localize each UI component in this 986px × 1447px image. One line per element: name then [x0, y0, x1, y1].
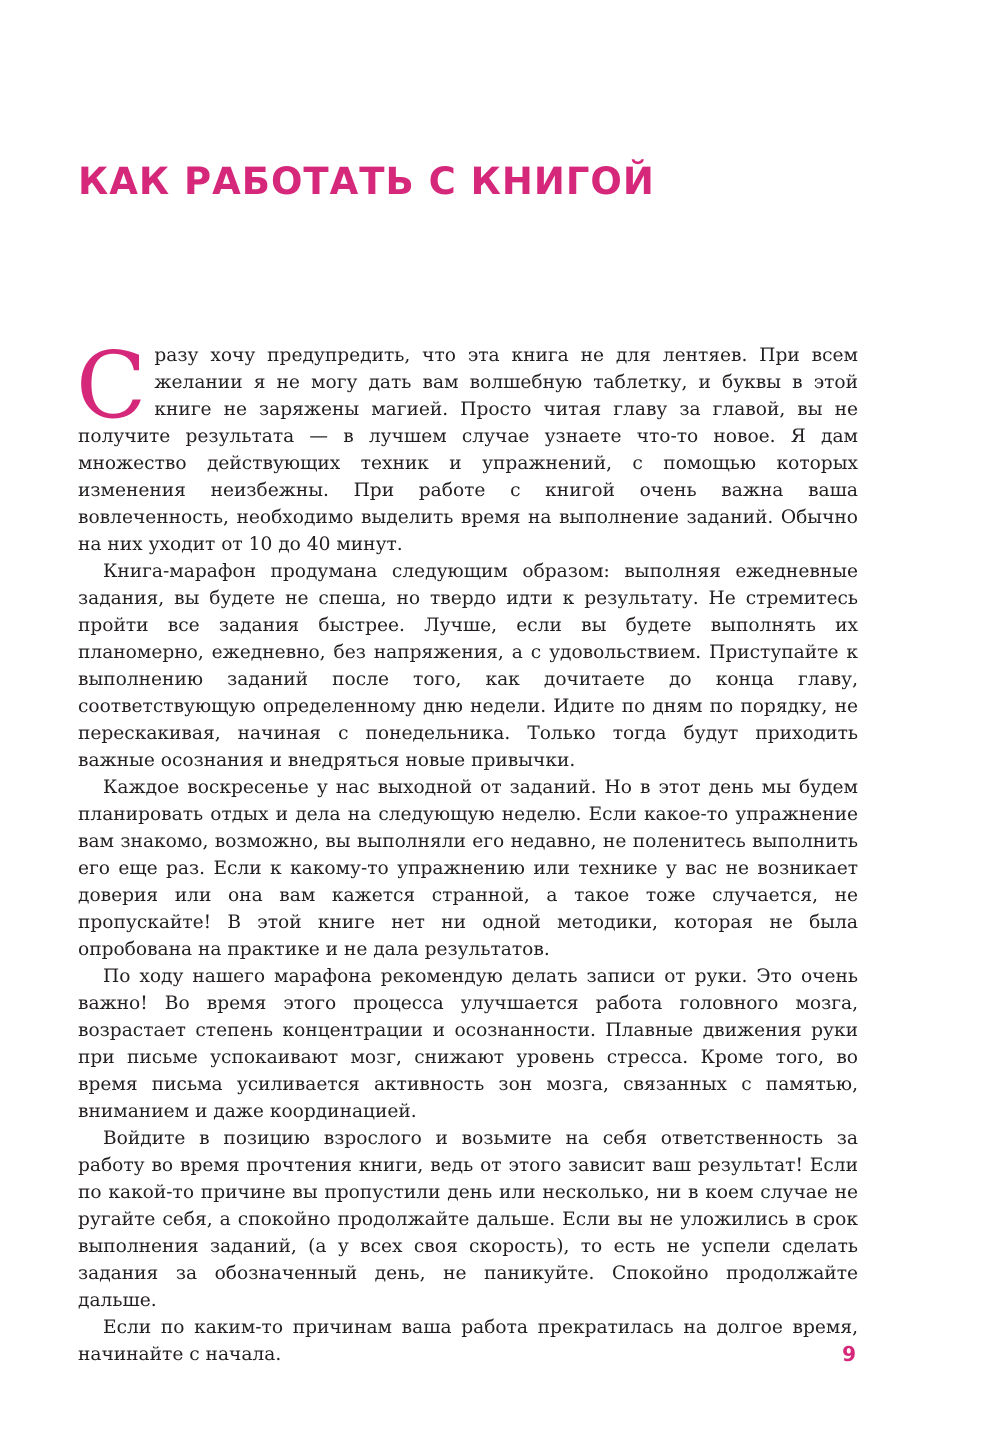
- paragraph-6: Если по каким-то причинам ваша работа прекратилась на долгое время, начинайте с начала.: [78, 1317, 858, 1365]
- paragraph-4: По ходу нашего марафона рекомендую делать записи от руки. Это очень важно! Во время этого процесса улучшается работа головного мозга, возрастает степень концентрации и осознанности. Плавные движения руки при письме успокаивают мозг, снижают уровень стресса. Кроме того, во время письма усиливается активность зон мозга, связанных с памятью, вниманием и даже координацией.: [78, 966, 858, 1122]
- paragraph-2: Книга-марафон продумана следующим образом: выполняя ежедневные задания, вы будете не спеша, но твердо идти к результату. Не стремитесь пройти все задания быстрее. Лучше, если вы будете выполнять их планомерно, ежедневно, без напряжения, а с удовольствием. Приступайте к выполнению заданий после того, как дочитаете до конца главу, соответствующую определенному дню недели. Идите по дням по порядку, не перескакивая, начиная с понедельника. Только тогда будут приходить важные осознания и внедряться новые привычки.: [78, 561, 858, 771]
- paragraph-3: Каждое воскресенье у нас выходной от заданий. Но в этот день мы будем планировать отдых и дела на следующую неделю. Если какое-то упражнение вам знакомо, возможно, вы выполняли его недавно, не поленитесь выполнить его еще раз. Если к какому-то упражнению или технике у вас не возникает доверия или она вам кажется странной, а такое тоже случается, не пропускайте! В этой книге нет ни одной методики, которая не была опробована на практике и не дала результатов.: [78, 777, 858, 960]
- paragraph-5: Войдите в позицию взрослого и возьмите на себя ответственность за работу во время прочтения книги, ведь от этого зависит ваш результат! Если по какой-то причине вы пропустили день или несколько, ни в коем случае не ругайте себя, а спокойно продолжайте дальше. Если вы не уложились в срок выполнения заданий, (а у всех своя скорость), то есть не успели сделать задания за обозначенный день, не паникуйте. Спокойно продолжайте дальше.: [78, 1128, 858, 1311]
- body-text: [76, 332, 858, 1368]
- paragraph-1: [76, 332, 858, 558]
- drop-cap: С: [76, 332, 147, 439]
- paragraph-1-text: разу хочу предупредить, что эта книга не для лентяев. При всем желании я не могу дать вам волшебную таблетку, и буквы в этой книге не заряжены магией. Просто читая главу за главой, вы не получите результата — в лучшем случае узнаете что-то новое. Я дам множество действующих техник и упражнений, с помощью которых изменения неизбежны. При работе с книгой очень важна ваша вовлеченность, необходимо выделить время на выполнение заданий. Обычно на них уходит от 10 до 40 минут.: [78, 345, 858, 555]
- chapter-title: КАК РАБОТАТЬ С КНИГОЙ: [78, 160, 655, 203]
- page-number: 9: [842, 1342, 856, 1366]
